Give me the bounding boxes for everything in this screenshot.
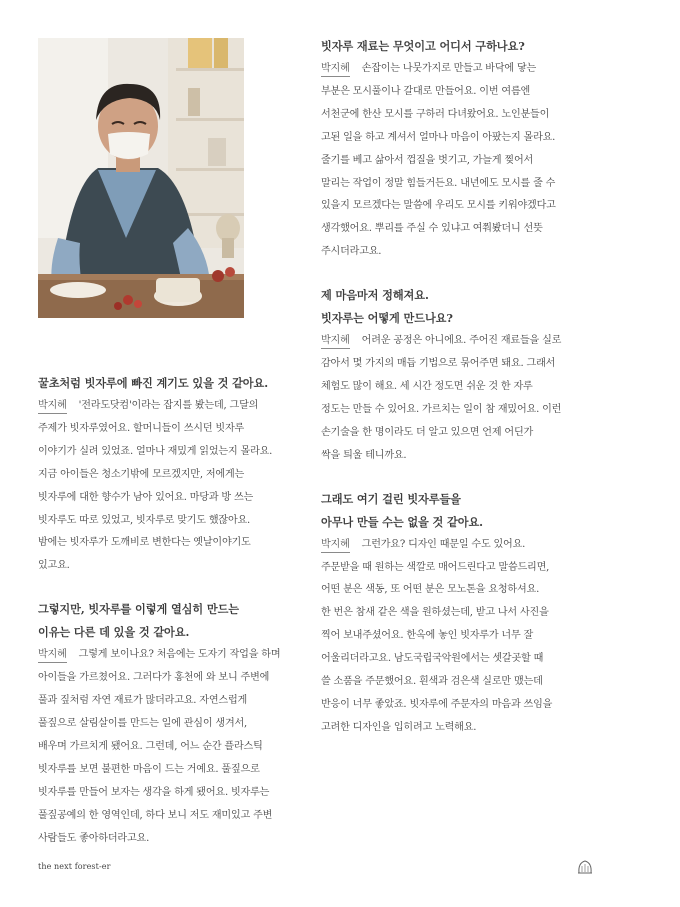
qa-block	[38, 372, 300, 578]
answer-line: 찍어 보내주셨어요. 한옥에 놓인 빗자루가 너무 잘	[321, 630, 534, 642]
answer-line: 빗자루를 만들어 보자는 생각을 하게 됐어요. 빗자루는	[38, 786, 270, 798]
answer-line: '전라도닷컴'이라는 잡지를 봤는데, 그달의	[78, 400, 259, 411]
left-column	[38, 372, 300, 870]
speaker-label: 박지혜	[321, 333, 350, 349]
question-line: 그렇지만, 빗자루를 이렇게 열심히 만드는	[38, 602, 239, 617]
question-line: 빗자루 재료는 무엇이고 어디서 구하나요?	[321, 39, 525, 53]
answer-line: 반응이 너무 좋았죠. 빗자루에 주문자의 마음과 쓰임을	[321, 698, 553, 710]
answer-line: 서천군에 한산 모시를 구하러 다녀왔어요. 노인분들이	[321, 108, 550, 120]
speaker-label: 박지혜	[38, 647, 67, 663]
answer-line: 배우며 가르치게 됐어요. 그런데, 어느 순간 플라스틱	[38, 740, 263, 752]
answer-line: 이야기가 실려 있었죠. 얼마나 재밌게 읽었는지 몰라요.	[38, 445, 273, 457]
answer-line: 주문받을 때 원하는 색깔로 매어드린다고 말씀드리면,	[321, 561, 550, 573]
answer-line: 쓸 소품을 주문했어요. 흰색과 검은색 실로만 맸는데	[321, 676, 543, 688]
qa-block	[38, 598, 300, 850]
speaker-label: 박지혜	[321, 61, 350, 77]
answer-line: 풀짚공예의 한 영역인데, 하다 보니 저도 재미있고 주변	[38, 809, 273, 821]
answer	[321, 330, 591, 467]
answer-line: 아이들을 가르쳤어요. 그러다가 홍천에 와 보니 주변에	[38, 672, 270, 684]
answer-line: 빗자루에 대한 향수가 남아 있어요. 마당과 방 쓰는	[38, 491, 254, 503]
qa-block	[321, 35, 591, 264]
question-line: 제 마음마저 정해져요.	[321, 288, 429, 303]
answer-line: 있고요.	[38, 560, 70, 572]
answer-line: 있을지 모르겠다는 말씀에 우리도 모시를 키워야겠다고	[321, 200, 556, 212]
speaker-label: 박지혜	[38, 398, 67, 414]
answer-line: 주시더라고요.	[321, 246, 382, 258]
answer-line: 생각했어요. 뿌리를 주실 수 있냐고 여쭤봤더니 선뜻	[321, 223, 543, 235]
answer-line: 고된 일을 하고 계셔서 얼마나 마음이 아팠는지 몰라요.	[321, 131, 556, 143]
answer-line: 고려한 디자인을 입히려고 노력해요.	[321, 721, 477, 733]
interview-photo	[38, 38, 244, 318]
answer-line: 주제가 빗자루였어요. 할머니들이 쓰시던 빗자루	[38, 422, 245, 434]
question-line: 꿀초처럼 빗자루에 빠진 계기도 있을 것 같아요.	[38, 376, 269, 390]
answer	[321, 58, 591, 264]
question-line: 아무나 만들 수는 없을 것 같아요.	[321, 514, 483, 529]
right-column	[321, 35, 591, 760]
answer-line: 어려운 공정은 아니에요. 주어진 재료들을 실로	[361, 335, 562, 347]
answer-line: 풀과 짚처럼 자연 재료가 많더라고요. 자연스럽게	[38, 695, 248, 707]
answer	[38, 644, 300, 850]
answer-line: 한 번은 참새 같은 색을 원하셨는데, 받고 나서 사진을	[321, 607, 549, 619]
answer-line: 손잡이는 나뭇가지로 만들고 바닥에 닿는	[361, 63, 537, 74]
answer-line: 싹을 틔울 테니까요.	[321, 449, 407, 461]
question-line: 이유는 다른 데 있을 것 같아요.	[38, 625, 190, 640]
bell-doodle-icon	[575, 857, 595, 877]
answer-line: 그렇게 보이나요? 처음에는 도자기 작업을 하며	[78, 649, 281, 661]
question-line: 빗자루는 어떻게 만드나요?	[321, 311, 453, 326]
answer-line: 부분은 모시풀이나 갈대로 만들어요. 이번 여름엔	[321, 85, 531, 97]
answer-line: 그런가요? 디자인 때문일 수도 있어요.	[361, 538, 526, 550]
qa-block	[321, 488, 591, 740]
answer-line: 정도는 만들 수 있어요. 가르치는 일이 참 재밌어요. 이런	[321, 403, 562, 415]
answer-line: 체험도 많이 해요. 세 시간 정도면 쉬운 것 한 자루	[321, 380, 533, 392]
answer-line: 밤에는 빗자루가 도깨비로 변한다는 옛날이야기도	[38, 537, 251, 549]
answer-line: 빗자루도 따로 있었고, 빗자루로 맞기도 했잖아요.	[38, 514, 251, 526]
answer	[38, 395, 300, 578]
speaker-label: 박지혜	[321, 537, 350, 553]
qa-block	[321, 284, 591, 467]
answer-line: 손기술을 한 명이라도 더 알고 있으면 언제 어딘가	[321, 426, 534, 438]
question-line: 그래도 여기 걸린 빗자루들을	[321, 491, 461, 506]
answer-line: 말리는 작업이 정말 힘들거든요. 내년에도 모시를 줄 수	[321, 177, 556, 189]
answer-line: 빗자루를 보면 불편한 마음이 드는 거예요. 풀짚으로	[38, 763, 260, 775]
answer-line: 감아서 몇 가지의 매듭 기법으로 묶어주면 돼요. 그래서	[321, 358, 556, 370]
answer-line: 줄기를 베고 삶아서 껍질을 벗기고, 가늘게 찢어서	[321, 154, 534, 166]
answer-line: 어울리더라고요. 남도국립국악원에서는 셋갈곳할 때	[321, 653, 544, 665]
answer-line: 어떤 분은 색동, 또 어떤 분은 모노톤을 요청하셔요.	[321, 584, 540, 596]
answer-line: 지금 아이들은 청소기밖에 모르겠지만, 저에게는	[38, 468, 245, 480]
answer	[321, 534, 591, 740]
answer-line: 사람들도 좋아하더라고요.	[38, 832, 150, 844]
answer-line: 풀짚으로 살림살이를 만드는 일에 관심이 생겨서,	[38, 717, 248, 729]
footer-brand: the next forest-er	[38, 862, 111, 871]
